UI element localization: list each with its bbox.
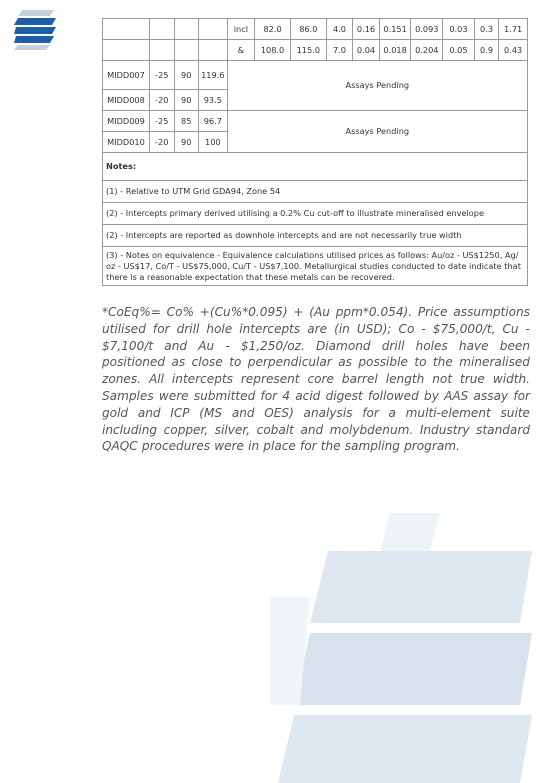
hole-id: MIDD009 <box>103 111 150 132</box>
note-4: (3) - Notes on equivalence - Equivalence calculations utilised prices as follows: Au/oz - US$1250, Ag/ oz - US$17, Co/T - US$75,000, Cu/T - US$7,100. Metallurgical studies conducted to date indicate that there is a reasonable expectation that these metals can be recovered. <box>103 247 528 286</box>
cell-value: 4.0 <box>326 19 353 40</box>
cell-value: 115.0 <box>290 40 326 61</box>
table-row <box>103 181 528 203</box>
interval-label: incl <box>227 19 255 40</box>
depth: 100 <box>199 132 228 153</box>
table-row <box>103 153 528 181</box>
table-row <box>103 61 528 90</box>
dip: -25 <box>149 111 174 132</box>
company-logo <box>14 8 58 52</box>
hole-id: MIDD007 <box>103 61 150 90</box>
assays-pending: Assays Pending <box>227 61 527 111</box>
logo-watermark <box>270 505 550 783</box>
depth: 93.5 <box>199 90 228 111</box>
cell-value: 82.0 <box>255 19 291 40</box>
azimuth: 90 <box>174 61 199 90</box>
cell-value: 0.3 <box>474 19 499 40</box>
table-row <box>103 111 528 132</box>
cell-value: 0.05 <box>443 40 475 61</box>
drill-results-table <box>102 18 528 286</box>
dip: -20 <box>149 90 174 111</box>
notes-heading: Notes: <box>103 153 528 181</box>
azimuth: 85 <box>174 111 199 132</box>
table-row <box>103 19 528 40</box>
cell-value: 0.43 <box>499 40 528 61</box>
cell-value: 0.9 <box>474 40 499 61</box>
table-row <box>103 247 528 286</box>
note-3: (2) - Intercepts are reported as downhole intercepts and are not necessarily true width <box>103 225 528 247</box>
cell-value: 1.71 <box>499 19 528 40</box>
hole-id: MIDD010 <box>103 132 150 153</box>
cell-value: 7.0 <box>326 40 353 61</box>
azimuth: 90 <box>174 90 199 111</box>
cell-value: 0.03 <box>443 19 475 40</box>
cell-value: 0.018 <box>379 40 411 61</box>
table-row <box>103 203 528 225</box>
table-row <box>103 40 528 61</box>
cell-value: 0.04 <box>353 40 380 61</box>
dip: -25 <box>149 61 174 90</box>
hole-id: MIDD008 <box>103 90 150 111</box>
table-row <box>103 225 528 247</box>
cell-value: 0.151 <box>379 19 411 40</box>
depth: 119.6 <box>199 61 228 90</box>
cell-value: 0.093 <box>411 19 443 40</box>
dip: -20 <box>149 132 174 153</box>
cell-value: 0.16 <box>353 19 380 40</box>
interval-label: & <box>227 40 255 61</box>
depth: 96.7 <box>199 111 228 132</box>
cell-value: 86.0 <box>290 19 326 40</box>
note-2: (2) - Intercepts primary derived utilising a 0.2% Cu cut-off to illustrate mineralised envelope <box>103 203 528 225</box>
assays-pending: Assays Pending <box>227 111 527 153</box>
methodology-paragraph: *CoEq%= Co% +(Cu%*0.095) + (Au ppm*0.054). Price assumptions utilised for drill hole intercepts are (in USD); Co - $75,000/t, Cu - $7,100/t and Au - $1,250/oz. Diamond drill holes have been positioned as close to perpendicular as possible to the mineralised zones. All intercepts represent core barrel length not true width. Samples were submitted for 4 acid digest followed by AAS assay for gold and ICP (MS and OES) analysis for a multi-element suite including copper, silver, cobalt and molybdenum. Industry standard QAQC procedures were in place for the sampling program. <box>102 305 530 454</box>
cell-value: 0.204 <box>411 40 443 61</box>
azimuth: 90 <box>174 132 199 153</box>
cell-value: 108.0 <box>255 40 291 61</box>
note-1: (1) - Relative to UTM Grid GDA94, Zone 54 <box>103 181 528 203</box>
